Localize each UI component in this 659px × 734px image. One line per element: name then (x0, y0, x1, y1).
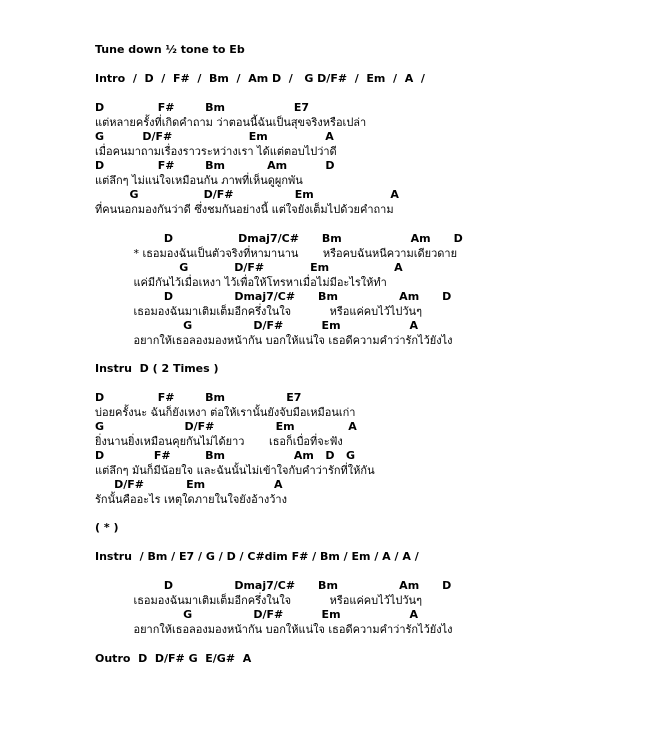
lyric-line: แต่หลายครั้งที่เกิดคำถาม ว่าตอนนี้ฉันเป็นสุขจริงหรือเปล่า (95, 116, 367, 129)
intro-line: Intro / D / F# / Bm / Am D / G D/F# / Em / A / (95, 72, 425, 85)
chord-line: D F# Bm E7 (95, 101, 310, 114)
tuning-note: Tune down ½ tone to Eb (95, 43, 245, 56)
lyric-line: อยากให้เธอลองมองหน้ากัน บอกให้แน่ใจ เธอดีความคำว่ารักไว้ยังไง (95, 623, 453, 636)
chord-line: D Dmaj7/C# Bm Am D (95, 290, 452, 303)
lyric-line: รักนั้นคืออะไร เหตุใดภายในใจยังอ้างว้าง (95, 493, 287, 506)
chord-line: G D/F# Em A (95, 608, 418, 621)
lyric-line: บ่อยครั้งนะ ฉันก็ยังเหงา ต่อให้เรานั้นยังจับมือเหมือนเก่า (95, 406, 356, 419)
chord-line: D F# Bm Am D G (95, 449, 356, 462)
chorus-repeat-marker: ( * ) (95, 521, 119, 534)
chord-line: D Dmaj7/C# Bm Am D (95, 232, 463, 245)
chord-line: D/F# Em A (95, 478, 283, 491)
lyric-line: แต่ลึกๆ ไม่แน่ใจเหมือนกัน ภาพที่เห็นดูผูกพัน (95, 174, 303, 187)
lyric-line: ยิ่งนานยิ่งเหมือนคุยกันไม่ได้ยาว เธอก็เบื่อที่จะฟัง (95, 435, 343, 448)
lyric-line: เมื่อคนมาถามเรื่องราวระหว่างเรา ได้แต่ตอบไปว่าดี (95, 145, 337, 158)
lyric-line: * เธอมองฉันเป็นตัวจริงที่หามานาน หรือคบฉันหนีความเดียวดาย (95, 247, 458, 260)
instru-line: Instru / Bm / E7 / G / D / C#dim F# / Bm / Em / A / A / (95, 550, 419, 563)
chord-line: G D/F# Em A (95, 130, 334, 143)
instru-line: Instru D ( 2 Times ) (95, 362, 219, 375)
chord-line: G D/F# Em A (95, 420, 357, 433)
lyric-line: อยากให้เธอลองมองหน้ากัน บอกให้แน่ใจ เธอดีความคำว่ารักไว้ยังไง (95, 334, 453, 347)
lyric-line: ที่คนนอกมองกันว่าดี ซึ่งชมกันอย่างนี้ แต่ใจยังเต็มไปด้วยคำถาม (95, 203, 394, 216)
lyric-line: เธอมองฉันมาเติมเต็มอีกครึ่งในใจ หรือแค่คบไว้ไปวันๆ (95, 594, 422, 607)
chord-line: D F# Bm E7 (95, 391, 302, 404)
chord-line: D F# Bm Am D (95, 159, 335, 172)
lyric-line: แค่มีกันไว้เมื่อเหงา ไว้เพื่อให้โทรหาเมื่อไม่มีอะไรให้ทำ (95, 276, 387, 289)
chord-line: G D/F# Em A (95, 188, 399, 201)
chord-line: G D/F# Em A (95, 261, 403, 274)
lyric-line: เธอมองฉันมาเติมเต็มอีกครึ่งในใจ หรือแค่คบไว้ไปวันๆ (95, 305, 422, 318)
chord-line: G D/F# Em A (95, 319, 418, 332)
outro-line: Outro D D/F# G E/G# A (95, 652, 252, 665)
chord-line: D Dmaj7/C# Bm Am D (95, 579, 452, 592)
lyric-line: แต่ลึกๆ มันก็มีน้อยใจ และฉันนั้นไม่เข้าใจกับคำว่ารักที่ให้กัน (95, 464, 375, 477)
